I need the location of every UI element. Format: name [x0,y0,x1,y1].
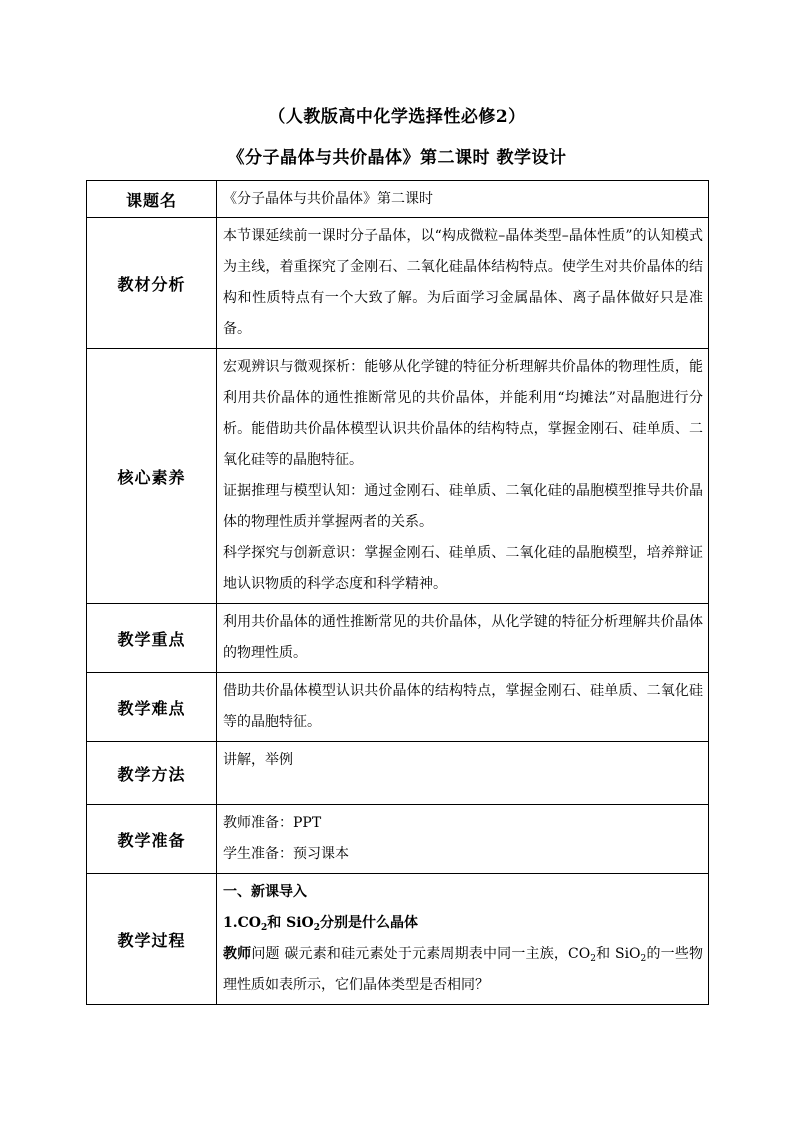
table-row-process [87,874,709,1005]
process-question-heading [223,908,703,939]
table-row-methods [87,742,709,805]
topic-text: 《分子晶体与共价晶体》第二课时 [217,181,709,218]
row-label-methods: 教学方法 [87,742,217,805]
core-literacy-text [217,349,709,604]
difficulties-text [217,673,709,742]
document-title: 《分子晶体与共价晶体》第二课时 教学设计 [227,148,567,168]
methods-text [217,742,709,805]
q-suffix: 分别是什么晶体 [319,915,418,931]
analysis-paragraph: 本节课延续前一课时分子晶体，以“构成微粒–晶体类型–晶体性质”的认知模式为主线，着重探究了金刚石、二氧化硅晶体结构特点。使学生对共价晶体的结构和性质特点有一个大致了解。为后面学习金属晶体、离子晶体做好只是准备。 [223,228,703,337]
table-row-preparation [87,805,709,874]
teacher-question-part-3: 的一些物理性质如表所示，它们晶体类型是否相同？ [223,946,704,993]
row-label-analysis: 教材分析 [87,218,217,349]
row-label-preparation: 教学准备 [87,805,217,874]
table-row-topic [87,181,709,218]
teacher-tag: 教师 [223,946,252,962]
row-label-topic: 课题名 [87,181,217,218]
row-label-core-literacy: 核心素养 [87,349,217,604]
key-points-text [217,604,709,673]
key-points-paragraph: 利用共价晶体的通性推断常见的共价晶体，从化学键的特征分析理解共价晶体的物理性质。 [223,614,703,661]
lesson-plan-table [86,180,709,1005]
process-section-heading: 一、新课导入 [223,884,307,900]
document-subtitle: （人教版高中化学选择性必修2） [268,107,526,127]
teacher-preparation: 教师准备：PPT [223,815,322,831]
core-paragraph-3: 科学探究与创新意识：掌握金刚石、硅单质、二氧化硅的晶胞模型，培养辩证地认识物质的科学态度和科学精神。 [223,545,703,592]
q-mid: 和 SiO [267,915,314,931]
row-label-difficulties: 教学难点 [87,673,217,742]
process-text [217,874,709,1005]
core-paragraph-1: 宏观辨识与微观探析：能够从化学键的特征分析理解共价晶体的物理性质，能利用共价晶体的通性推断常见的共价晶体，并能利用“均摊法”对晶胞进行分析。能借助共价晶体模型认识共价晶体的结构特点，掌握金刚石、硅单质、二氧化硅等的晶胞特征。 [223,359,703,468]
difficulties-paragraph: 借助共价晶体模型认识共价晶体的结构特点，掌握金刚石、硅单质、二氧化硅等的晶胞特征。 [223,683,703,730]
table-row-key-points [87,604,709,673]
preparation-text [217,805,709,874]
table-row-core-literacy [87,349,709,604]
methods-paragraph: 讲解，举例 [223,752,293,768]
core-paragraph-2: 证据推理与模型认知：通过金刚石、硅单质、二氧化硅的晶胞模型推导共价晶体的物理性质并掌握两者的关系。 [223,483,703,530]
teacher-question-part-2: 和 SiO [595,946,641,962]
row-label-process: 教学过程 [87,874,217,1005]
table-row-difficulties [87,673,709,742]
table-row-analysis [87,218,709,349]
teacher-question-part-1: 问题 碳元素和硅元素处于元素周期表中同一主族，CO [251,946,591,962]
student-preparation: 学生准备：预习课本 [223,846,349,862]
q-sub-2: 2 [313,923,320,933]
row-label-key-points: 教学重点 [87,604,217,673]
analysis-text [217,218,709,349]
q-prefix: 1.CO [223,915,261,931]
t-sub-1: 2 [590,954,596,964]
t-sub-2: 2 [640,954,647,964]
teacher-question [223,939,703,1001]
q-sub-1: 2 [260,923,268,933]
